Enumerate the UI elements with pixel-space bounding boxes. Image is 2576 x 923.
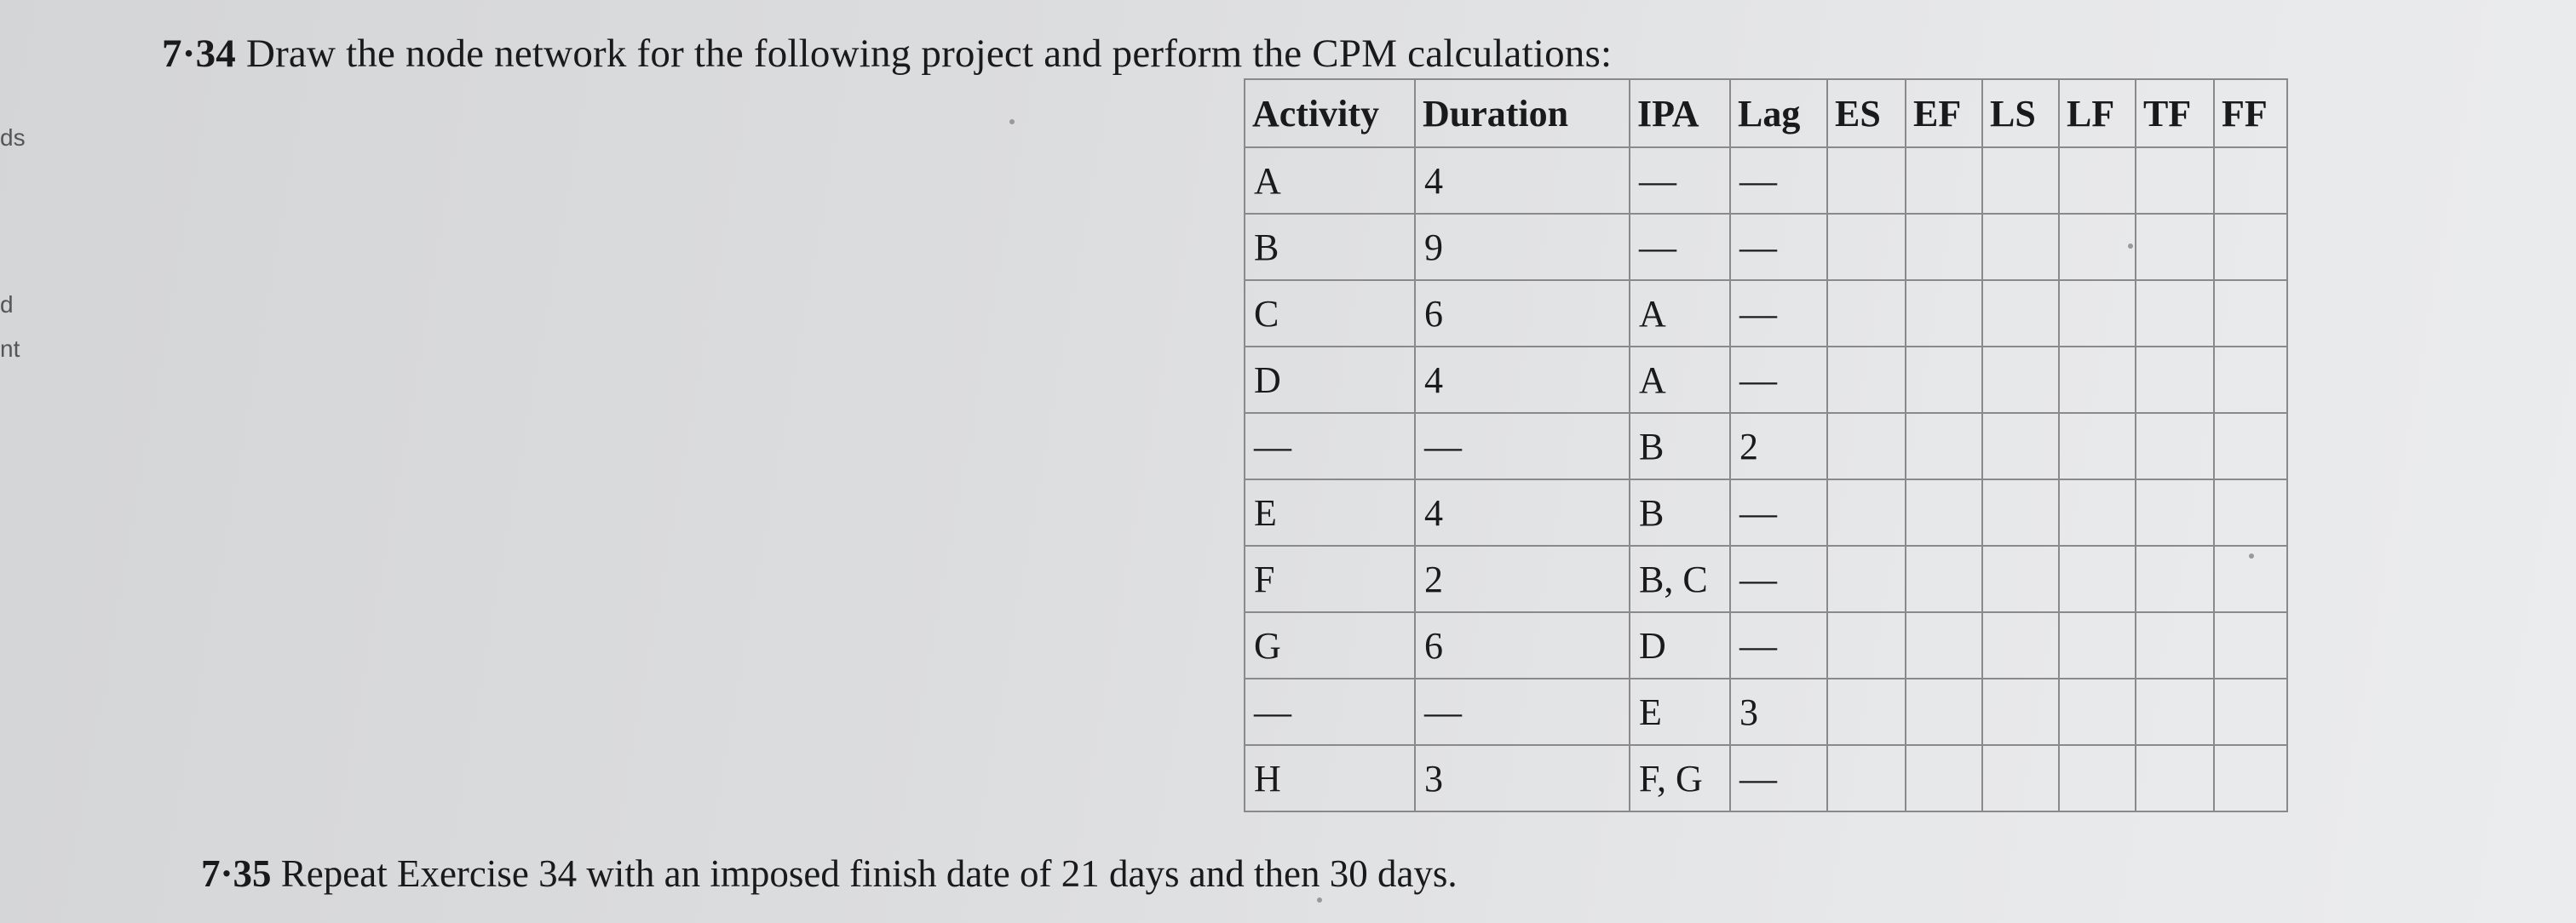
table-row [1245, 347, 2287, 413]
cell-es [1827, 280, 1906, 347]
cell-ff [2214, 612, 2287, 679]
cell-lag: — [1730, 147, 1827, 214]
cell-ipa: — [1630, 214, 1730, 280]
cell-duration: 4 [1415, 479, 1630, 546]
header-lf: LF [2059, 79, 2136, 147]
cell-es [1827, 214, 1906, 280]
cell-lag: — [1730, 546, 1827, 612]
cell-ef [1906, 280, 1982, 347]
cell-ef [1906, 546, 1982, 612]
margin-fragment: ds [0, 124, 26, 151]
cell-ipa: F, G [1630, 745, 1730, 811]
cpm-table [1244, 78, 2288, 812]
cell-es [1827, 413, 1906, 479]
header-tf: TF [2136, 79, 2214, 147]
cell-ls [1982, 679, 2059, 745]
cell-tf [2136, 479, 2214, 546]
table-row [1245, 546, 2287, 612]
cell-es [1827, 745, 1906, 811]
cell-ff [2214, 745, 2287, 811]
cell-lf [2059, 214, 2136, 280]
paper-speck [2249, 553, 2254, 559]
cell-lag: — [1730, 745, 1827, 811]
header-activity: Activity [1245, 79, 1415, 147]
cell-tf [2136, 280, 2214, 347]
cell-ef [1906, 745, 1982, 811]
cell-tf [2136, 745, 2214, 811]
cell-lag: — [1730, 280, 1827, 347]
cell-tf [2136, 679, 2214, 745]
cell-ef [1906, 413, 1982, 479]
cell-es [1827, 479, 1906, 546]
cell-ef [1906, 679, 1982, 745]
cell-ls [1982, 612, 2059, 679]
cell-duration: 6 [1415, 280, 1630, 347]
cell-tf [2136, 147, 2214, 214]
cell-es [1827, 612, 1906, 679]
cell-ff [2214, 147, 2287, 214]
cell-activity: — [1245, 413, 1415, 479]
exercise-number: 7·34 [162, 32, 236, 76]
header-ff: FF [2214, 79, 2287, 147]
table-header-row [1245, 79, 2287, 147]
cell-duration: 4 [1415, 147, 1630, 214]
cell-lag: 3 [1730, 679, 1827, 745]
cell-activity: C [1245, 280, 1415, 347]
cell-duration: — [1415, 679, 1630, 745]
cell-es [1827, 147, 1906, 214]
cell-tf [2136, 413, 2214, 479]
cell-ls [1982, 147, 2059, 214]
cell-lag: — [1730, 347, 1827, 413]
cell-ef [1906, 347, 1982, 413]
cell-ff [2214, 347, 2287, 413]
cell-ipa: B [1630, 413, 1730, 479]
cell-tf [2136, 612, 2214, 679]
table-row [1245, 612, 2287, 679]
cell-activity: H [1245, 745, 1415, 811]
cell-ipa: D [1630, 612, 1730, 679]
table-row [1245, 479, 2287, 546]
cell-ef [1906, 479, 1982, 546]
cell-ls [1982, 413, 2059, 479]
cell-activity: B [1245, 214, 1415, 280]
cell-lag: — [1730, 479, 1827, 546]
paper-speck [1009, 119, 1015, 124]
table-row [1245, 147, 2287, 214]
cell-tf [2136, 214, 2214, 280]
cell-ff [2214, 679, 2287, 745]
cell-es [1827, 679, 1906, 745]
cell-ipa: A [1630, 347, 1730, 413]
cell-duration: — [1415, 413, 1630, 479]
header-ls: LS [1982, 79, 2059, 147]
cell-duration: 3 [1415, 745, 1630, 811]
cell-lf [2059, 347, 2136, 413]
cell-ef [1906, 612, 1982, 679]
cell-ls [1982, 347, 2059, 413]
cell-ls [1982, 745, 2059, 811]
cell-ipa: E [1630, 679, 1730, 745]
cell-ipa: B [1630, 479, 1730, 546]
header-ef: EF [1906, 79, 1982, 147]
table-row [1245, 745, 2287, 811]
cell-ff [2214, 280, 2287, 347]
cell-ff [2214, 214, 2287, 280]
cell-ff [2214, 413, 2287, 479]
cell-activity: D [1245, 347, 1415, 413]
header-ipa: IPA [1630, 79, 1730, 147]
cell-ff [2214, 479, 2287, 546]
cell-ls [1982, 479, 2059, 546]
cell-ls [1982, 546, 2059, 612]
cell-es [1827, 347, 1906, 413]
margin-fragment: d [0, 291, 14, 318]
cell-es [1827, 546, 1906, 612]
cell-lf [2059, 745, 2136, 811]
cell-activity: G [1245, 612, 1415, 679]
exercise-34-heading [162, 31, 1612, 77]
paper-speck [2128, 244, 2133, 249]
cell-activity: F [1245, 546, 1415, 612]
cell-activity: — [1245, 679, 1415, 745]
header-es: ES [1827, 79, 1906, 147]
table-row [1245, 280, 2287, 347]
exercise-number: 7·35 [201, 852, 272, 895]
cell-lf [2059, 612, 2136, 679]
exercise-prompt: Draw the node network for the following project and perform the CPM calculations: [245, 32, 1613, 76]
cell-ipa: B, C [1630, 546, 1730, 612]
exercise-prompt: Repeat Exercise 34 with an imposed finish date of 21 days and then 30 days. [280, 852, 1458, 895]
margin-fragment: nt [0, 335, 20, 362]
cell-lf [2059, 679, 2136, 745]
cell-lag: — [1730, 214, 1827, 280]
cell-tf [2136, 546, 2214, 612]
cell-duration: 6 [1415, 612, 1630, 679]
header-duration: Duration [1415, 79, 1630, 147]
cell-lf [2059, 147, 2136, 214]
cell-activity: A [1245, 147, 1415, 214]
cell-lf [2059, 280, 2136, 347]
cell-activity: E [1245, 479, 1415, 546]
cell-lag: — [1730, 612, 1827, 679]
header-lag: Lag [1730, 79, 1827, 147]
paper-speck [1317, 897, 1322, 903]
table-row [1245, 679, 2287, 745]
cell-lf [2059, 546, 2136, 612]
cell-ef [1906, 214, 1982, 280]
cell-duration: 9 [1415, 214, 1630, 280]
exercise-35-heading [201, 851, 1458, 896]
cell-ipa: — [1630, 147, 1730, 214]
cell-ls [1982, 280, 2059, 347]
cell-ef [1906, 147, 1982, 214]
cell-tf [2136, 347, 2214, 413]
cell-duration: 2 [1415, 546, 1630, 612]
cell-lf [2059, 479, 2136, 546]
table-row [1245, 413, 2287, 479]
cell-lf [2059, 413, 2136, 479]
cell-ls [1982, 214, 2059, 280]
cell-lag: 2 [1730, 413, 1827, 479]
cell-ipa: A [1630, 280, 1730, 347]
cell-duration: 4 [1415, 347, 1630, 413]
